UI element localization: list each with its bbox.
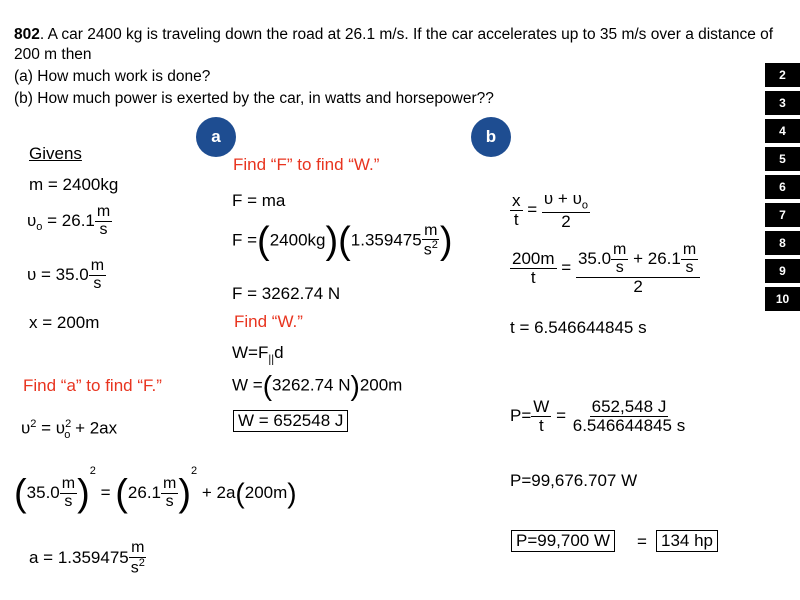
problem-part-b: (b) How much power is exerted by the car, in watts and horsepower?? bbox=[14, 90, 494, 107]
nav-slide-3[interactable]: 3 bbox=[765, 91, 800, 115]
nav-slide-2[interactable]: 2 bbox=[765, 63, 800, 87]
badge-b: b bbox=[471, 117, 511, 157]
find-a-heading: Find “a” to find “F.” bbox=[23, 376, 162, 395]
problem-line-1: . A car 2400 kg is traveling down the road at 26.1 m/s. If the car accelerates up to 35 m/s over a distance of bbox=[39, 26, 774, 43]
find-f-equation-1: F = ma bbox=[232, 191, 286, 210]
kinematics-equation: $\frac{x}{t}$ = $\frac{\upsilon + \upsilon_o}{2}$ bbox=[512, 189, 588, 231]
find-w-heading: Find “W.” bbox=[234, 312, 303, 331]
find-f-equation-2: F =(2400kg)(1.359475 $\frac{m}{s^2}$ ) bbox=[232, 220, 453, 262]
problem-part-a: (a) How much work is done? bbox=[14, 68, 211, 85]
nav-slide-4[interactable]: 4 bbox=[765, 119, 800, 143]
horsepower-result: 134 hp bbox=[656, 530, 718, 552]
power-rounded: P=99,700 W bbox=[511, 530, 615, 552]
power-result: P=99,676.707 W bbox=[510, 471, 638, 490]
given-distance: x = 200m bbox=[29, 313, 100, 332]
find-a-result: a = 1.359475 $\frac{m}{s^2}$ bbox=[29, 539, 145, 577]
given-mass: m = 2400kg bbox=[29, 175, 119, 194]
given-v: υ = 35.0 $\frac{m}{s}$ bbox=[27, 257, 105, 292]
nav-slide-10[interactable]: 10 bbox=[765, 287, 800, 311]
badge-a: a bbox=[196, 117, 236, 157]
nav-slide-5[interactable]: 5 bbox=[765, 147, 800, 171]
find-a-equation-1: $\upsilon^2 = \upsilon^2_o + 2ax$ bbox=[21, 418, 118, 442]
nav-slide-9[interactable]: 9 bbox=[765, 259, 800, 283]
problem-statement bbox=[14, 25, 773, 44]
problem-line-2: 200 m then bbox=[14, 46, 92, 63]
time-substitution: $\frac{200m}{t}$ = 35.0 $\frac{m}{s}$ + 26.1 $\frac{m}{s}$ 2 bbox=[510, 242, 700, 295]
find-w-definition: $W=F_{||}d$ bbox=[232, 343, 284, 366]
problem-number: 802 bbox=[14, 26, 40, 43]
find-f-heading: Find “F” to find “W.” bbox=[233, 155, 380, 174]
find-w-result: W = 652548 J bbox=[233, 410, 348, 432]
find-w-equation: W =(3262.74 N)200m bbox=[232, 370, 403, 401]
find-a-equation-2: (35.0 $\frac{m}{s}$ )$^2$ = (26.1 $\frac{m}{s}$ )$^2$ + 2a(200m) bbox=[14, 465, 297, 515]
given-v0: $\upsilon_o = 26.1$ $\frac{m}{s}$ bbox=[27, 203, 111, 238]
nav-slide-6[interactable]: 6 bbox=[765, 175, 800, 199]
nav-slide-8[interactable]: 8 bbox=[765, 231, 800, 255]
time-result: t = 6.546644845 s bbox=[510, 318, 647, 337]
givens-title: Givens bbox=[29, 144, 82, 163]
nav-slide-7[interactable]: 7 bbox=[765, 203, 800, 227]
find-f-result: F = 3262.74 N bbox=[232, 284, 341, 303]
power-equals: = bbox=[637, 532, 647, 551]
power-equation: P= $\frac{W}{t}$ = $\frac{652,548 J}{6.546644845 s}$ bbox=[510, 397, 686, 435]
